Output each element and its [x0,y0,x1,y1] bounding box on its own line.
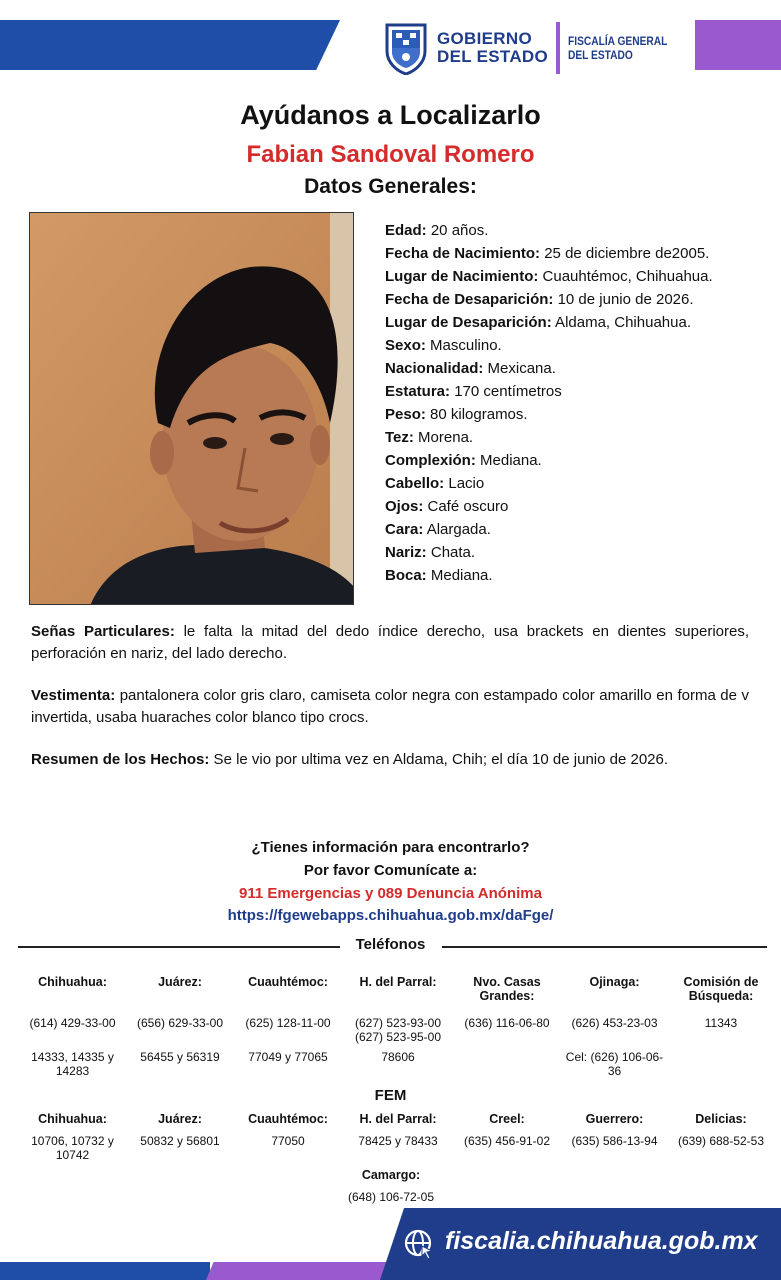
footer-blue-strip [0,1262,210,1280]
phone-extension: 77049 y 77065 [248,1050,328,1064]
missing-person-name: Fabian Sandoval Romero [246,141,535,168]
phone-number: 11343 [704,1016,738,1030]
detail-fecha-nacimiento: Fecha de Nacimiento: 25 de diciembre de2005. [385,245,710,262]
phone-header: Creel: [489,1112,525,1126]
phone-number: (635) 586-13-94 [571,1134,658,1148]
phone-number: (626) 453-23-03 [571,1016,658,1030]
globe-cursor-icon [403,1228,435,1260]
detail-nacionalidad: Nacionalidad: Mexicana. [385,360,556,377]
detail-tez: Tez: Morena. [385,429,474,446]
state-shield-icon [383,21,429,75]
detail-peso: Peso: 80 kilogramos. [385,406,528,423]
phones-numbers-row-1 [18,1016,774,1044]
gov-line-2: DEL ESTADO [437,47,548,66]
footer-website-link[interactable]: fiscalia.chihuahua.gob.mx [445,1227,758,1255]
gobierno-del-estado-wordmark [437,30,548,66]
vestimenta: Vestimenta: pantalonera color gris claro, camiseta color negra con estampado color amarillo en forma de v invertida, usaba huaraches color blanco tipo crocs. [31,687,749,726]
phone-number: 10706, 10732 y 10742 [31,1134,114,1162]
phone-number: 50832 y 56801 [140,1134,220,1148]
header-purple-band [695,20,781,70]
camargo-number: (648) 106-72-05 [347,1190,435,1204]
phone-number: (639) 688-52-53 [677,1134,765,1148]
phone-number: (627) 523-93-00 (627) 523-95-00 [354,1016,442,1044]
camargo-header: Camargo: [361,1168,421,1182]
phone-header: Juárez: [158,1112,202,1126]
detail-lugar-desaparicion: Lugar de Desaparición: Aldama, Chihuahua. [385,314,691,331]
general-data-list [385,219,765,587]
detail-cara: Cara: Alargada. [385,521,491,538]
emergency-numbers: 911 Emergencias y 089 Denuncia Anónima [239,885,542,902]
denuncia-link[interactable]: https://fgewebapps.chihuahua.gob.mx/daFge/ [227,907,554,924]
detail-nariz: Nariz: Chata. [385,544,476,561]
missing-person-photo [29,212,354,605]
phone-extension [668,1050,774,1078]
phone-header: Nvo. Casas Grandes: [473,975,541,1003]
detail-estatura: Estatura: 170 centímetros [385,383,562,400]
government-logo [383,20,685,76]
phones-headers-row-2 [18,1112,774,1126]
fiscalia-line-1: FISCALÍA GENERAL [568,34,668,48]
phone-header: Guerrero: [585,1112,644,1126]
portrait-illustration [30,213,354,605]
detail-boca: Boca: Mediana. [385,567,493,584]
phones-headers-row-1 [18,975,774,1003]
detail-ojos: Ojos: Café oscuro [385,498,509,515]
senas-particulares: Señas Particulares: le falta la mitad del dedo índice derecho, usa brackets en dientes superiores, perforación en nariz, del lado derecho. [31,623,749,662]
phone-number: 78425 y 78433 [358,1134,438,1148]
phone-header: Comisión de Búsqueda: [683,975,759,1003]
footer-purple-strip [206,1262,396,1280]
phone-number: (636) 116-06-80 [464,1016,550,1030]
contact-please: Por favor Comunícate a: [303,862,478,879]
header-blue-band [0,20,340,70]
phone-extension: Cel: (626) 106-06-36 [565,1050,664,1078]
phone-number: (635) 456-91-02 [463,1134,551,1148]
phone-header: H. del Parral: [359,975,437,989]
phone-header: Delicias: [695,1112,747,1126]
telefonos-title: Teléfonos [355,936,426,953]
detail-fecha-desaparicion: Fecha de Desaparición: 10 de junio de 2026. [385,291,694,308]
phone-header: Chihuahua: [38,1112,107,1126]
phones-extensions-row-1 [18,1050,774,1078]
phone-header: Ojinaga: [589,975,640,989]
phone-extension [453,1050,561,1078]
phones-numbers-row-2 [18,1134,774,1162]
phone-number: (625) 128-11-00 [245,1016,331,1030]
detail-edad: Edad: 20 años. [385,222,489,239]
detail-lugar-nacimiento: Lugar de Nacimiento: Cuauhtémoc, Chihuahua. [385,268,713,285]
phone-header: Cuauhtémoc: [248,975,328,989]
phone-header: Cuauhtémoc: [248,1112,328,1126]
detail-cabello: Cabello: Lacio [385,475,485,492]
fiscalia-wordmark [568,34,667,62]
page-title: Ayúdanos a Localizarlo [240,100,541,130]
phone-extension: 56455 y 56319 [140,1050,220,1064]
contact-question: ¿Tienes información para encontrarlo? [251,839,530,856]
phone-header: H. del Parral: [359,1112,437,1126]
resumen-hechos: Resumen de los Hechos: Se le vio por ultima vez en Aldama, Chih; el día 10 de junio de 2026. [31,751,669,768]
phone-number: (614) 429-33-00 [29,1016,116,1030]
gov-line-1: GOBIERNO [437,29,532,48]
logo-divider [556,22,560,74]
section-subtitle: Datos Generales: [304,175,477,198]
detail-sexo: Sexo: Masculino. [385,337,502,354]
phone-number: (656) 629-33-00 [136,1016,224,1030]
fem-title: FEM [374,1087,407,1104]
phone-extension: 14333, 14335 y 14283 [31,1050,114,1078]
phone-extension: 78606 [381,1050,415,1064]
phone-header: Chihuahua: [38,975,107,989]
phone-number: 77050 [271,1134,305,1148]
fiscalia-line-2: DEL ESTADO [568,48,633,62]
detail-complexion: Complexión: Mediana. [385,452,542,469]
phone-header: Juárez: [158,975,202,989]
